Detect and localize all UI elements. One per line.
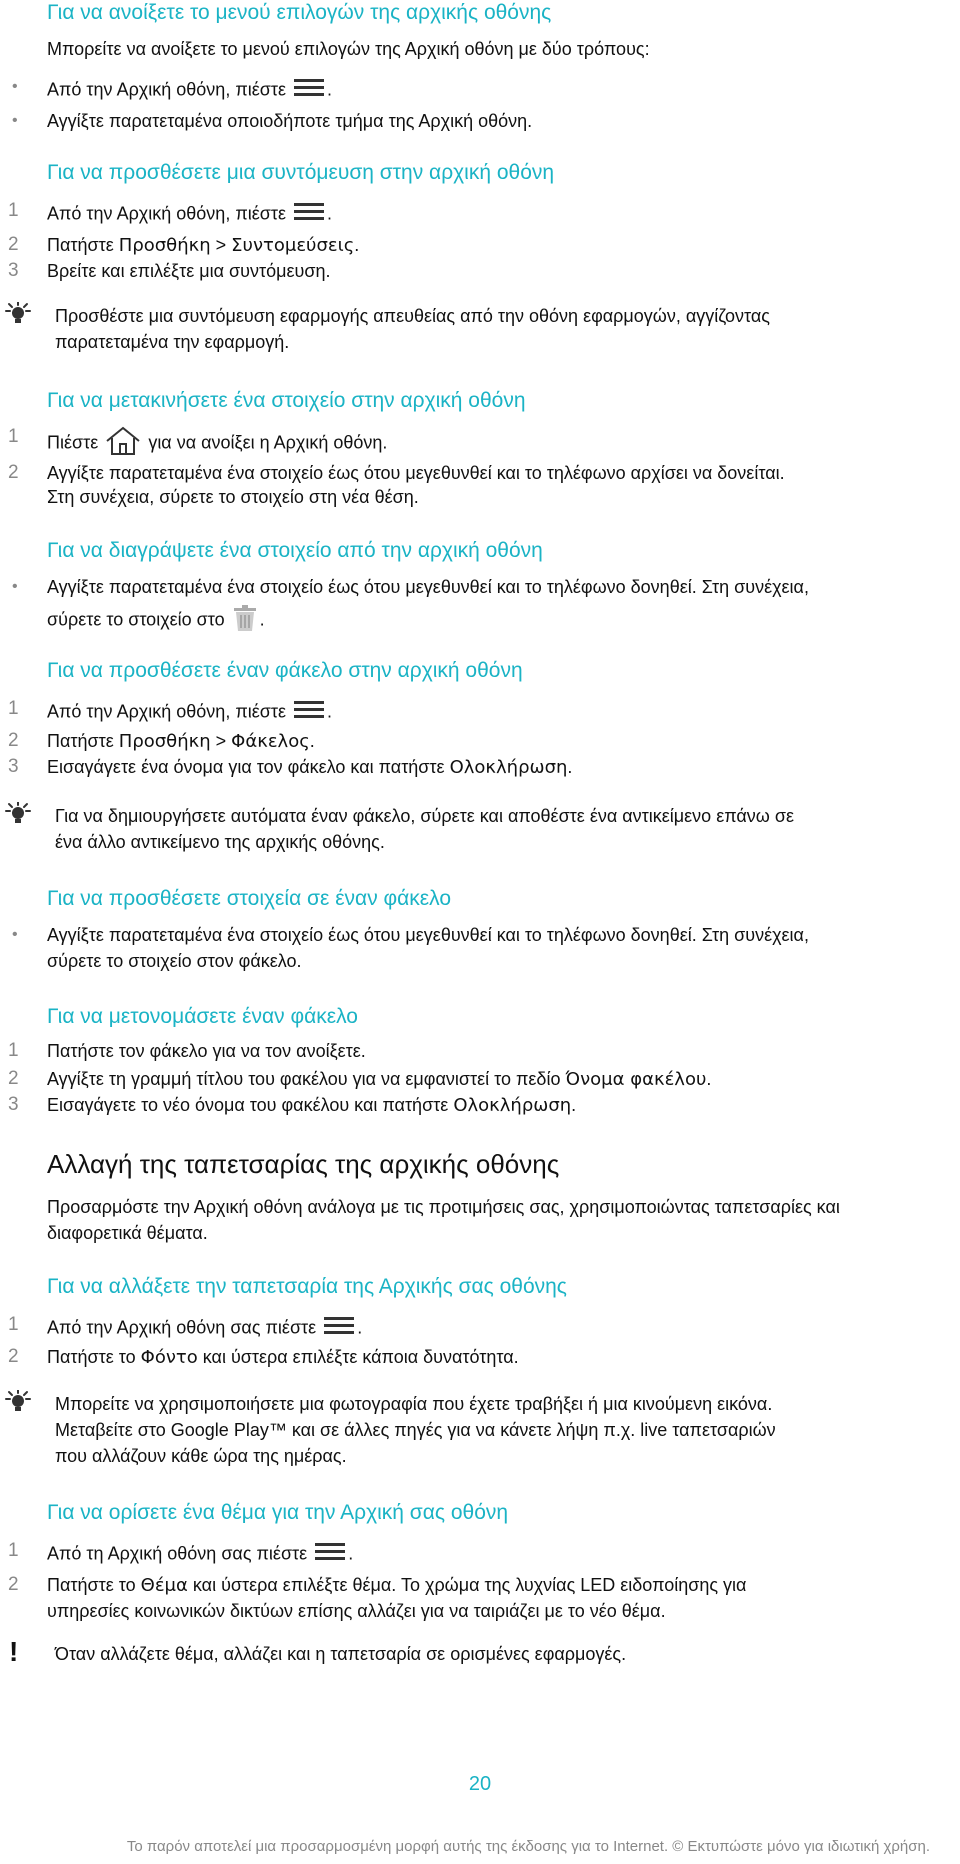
keyword: Φάκελος bbox=[231, 731, 310, 752]
page-number: 20 bbox=[468, 1773, 492, 1795]
paragraph: Προσαρμόστε την Αρχική οθόνη ανάλογα με τις προτιμήσεις σας, χρησιμοποιώντας ταπετσαρίες και bbox=[47, 1197, 840, 1217]
step: Πατήστε Προσθήκη > Φάκελος. bbox=[47, 731, 315, 752]
step: Εισαγάγετε ένα όνομα για τον φάκελο και πατήστε Ολοκλήρωση. bbox=[47, 757, 573, 778]
menu-icon bbox=[291, 76, 327, 105]
step: Από την Αρχική οθόνη, πιέστε . bbox=[47, 200, 332, 229]
paragraph: διαφορετικά θέματα. bbox=[47, 1223, 208, 1243]
section-heading: Για να μετονομάσετε έναν φάκελο bbox=[47, 1005, 358, 1028]
step-number: 3 bbox=[8, 260, 19, 281]
chapter-heading: Αλλαγή της ταπετσαρίας της αρχικής οθόνης bbox=[47, 1149, 560, 1179]
keyword: Φόντο bbox=[140, 1347, 198, 1368]
warning-text: Όταν αλλάζετε θέμα, αλλάζει και η ταπετσαρία σε ορισμένες εφαρμογές. bbox=[55, 1644, 627, 1664]
step-number: 1 bbox=[8, 426, 19, 447]
step: Πατήστε Προσθήκη > Συντομεύσεις. bbox=[47, 235, 360, 256]
bullet: • bbox=[12, 112, 18, 129]
keyword: Προσθήκη bbox=[118, 731, 211, 752]
step-number: 1 bbox=[8, 200, 19, 221]
list-item-continuation: σύρετε το στοιχείο στον φάκελο. bbox=[47, 951, 302, 971]
menu-icon bbox=[312, 1540, 348, 1569]
tip-text: που αλλάζουν κάθε ώρα της ημέρας. bbox=[55, 1446, 347, 1466]
step: Αγγίξτε παρατεταμένα ένα στοιχείο έως ότου μεγεθυνθεί και το τηλέφωνο αρχίσει να δονείται. bbox=[47, 463, 785, 483]
step: Πιέστε για να ανοίξει η Αρχική οθόνη. bbox=[47, 426, 387, 461]
list-item: Από την Αρχική οθόνη, πιέστε . bbox=[47, 76, 332, 105]
warning-icon: ! bbox=[9, 1636, 19, 1667]
keyword: Ολοκλήρωση bbox=[449, 757, 568, 778]
step: Από την Αρχική οθόνη, πιέστε . bbox=[47, 698, 332, 727]
step-number: 1 bbox=[8, 1540, 19, 1561]
section-heading: Για να μετακινήσετε ένα στοιχείο στην αρχική οθόνη bbox=[47, 389, 526, 412]
step: Πατήστε τον φάκελο για να τον ανοίξετε. bbox=[47, 1041, 366, 1061]
list-item: Αγγίξτε παρατεταμένα ένα στοιχείο έως ότου μεγεθυνθεί και το τηλέφωνο δονηθεί. Στη συνέχεια, bbox=[47, 925, 809, 945]
bullet: • bbox=[12, 78, 18, 95]
menu-icon bbox=[321, 1314, 357, 1343]
list-item: Αγγίξτε παρατεταμένα ένα στοιχείο έως ότου μεγεθυνθεί και το τηλέφωνο δονηθεί. Στη συνέχεια, bbox=[47, 577, 809, 597]
section-heading: Για να αλλάξετε την ταπετσαρία της Αρχικής σας οθόνης bbox=[47, 1275, 567, 1298]
step: Από τη Αρχική οθόνη σας πιέστε . bbox=[47, 1540, 353, 1569]
tip-text: ένα άλλο αντικείμενο της αρχικής οθόνης. bbox=[55, 832, 385, 852]
bullet: • bbox=[12, 578, 18, 595]
keyword: Θέμα bbox=[140, 1575, 188, 1596]
tip-text: Για να δημιουργήσετε αυτόματα έναν φάκελο, σύρετε και αποθέστε ένα αντικείμενο επάνω σε bbox=[55, 806, 794, 826]
bullet: • bbox=[12, 926, 18, 943]
home-icon bbox=[103, 426, 143, 461]
tip-bulb-icon bbox=[3, 302, 33, 326]
keyword: Συντομεύσεις bbox=[231, 235, 355, 256]
menu-icon bbox=[291, 200, 327, 229]
keyword: Όνομα φακέλου bbox=[565, 1069, 707, 1090]
tip-bulb-icon bbox=[3, 802, 33, 826]
step: Βρείτε και επιλέξτε μια συντόμευση. bbox=[47, 261, 331, 281]
tip-text: Μεταβείτε στο Google Play™ και σε άλλες πηγές για να κάνετε λήψη π.χ. live ταπετσαριών bbox=[55, 1420, 776, 1440]
section-heading: Για να διαγράψετε ένα στοιχείο από την αρχική οθόνη bbox=[47, 539, 543, 562]
step-number: 2 bbox=[8, 730, 19, 751]
keyword: Ολοκλήρωση bbox=[453, 1095, 572, 1116]
list-item: Αγγίξτε παρατεταμένα οποιοδήποτε τμήμα της Αρχική οθόνη. bbox=[47, 111, 533, 131]
step-number: 2 bbox=[8, 462, 19, 483]
list-item-continuation: σύρετε το στοιχείο στο . bbox=[47, 604, 265, 637]
step-number: 1 bbox=[8, 698, 19, 719]
step-number: 3 bbox=[8, 1094, 19, 1115]
step: Από την Αρχική οθόνη σας πιέστε . bbox=[47, 1314, 362, 1343]
section-heading: Για να προσθέσετε μια συντόμευση στην αρχική οθόνη bbox=[47, 161, 555, 184]
tip-text: παρατεταμένα την εφαρμογή. bbox=[55, 332, 290, 352]
tip-text: Προσθέστε μια συντόμευση εφαρμογής απευθείας από την οθόνη εφαρμογών, αγγίζοντας bbox=[55, 306, 770, 326]
step: Πατήστε το Φόντο και ύστερα επιλέξτε κάποια δυνατότητα. bbox=[47, 1347, 519, 1368]
trash-icon bbox=[230, 604, 260, 637]
section-heading: Για να προσθέσετε έναν φάκελο στην αρχική οθόνη bbox=[47, 659, 523, 682]
step: Πατήστε το Θέμα και ύστερα επιλέξτε θέμα. Το χρώμα της λυχνίας LED ειδοποίησης για bbox=[47, 1575, 747, 1596]
paragraph: Μπορείτε να ανοίξετε το μενού επιλογών της Αρχική οθόνη με δύο τρόπους: bbox=[47, 39, 650, 59]
keyword: Προσθήκη bbox=[118, 235, 211, 256]
step-number: 1 bbox=[8, 1314, 19, 1335]
page-footer: Το παρόν αποτελεί μια προσαρμοσμένη μορφή αυτής της έκδοσης για το Internet. © Εκτυπώστε μόνο για ιδιωτική χρήση. bbox=[126, 1838, 930, 1855]
step-continuation: υπηρεσίες κοινωνικών δικτύων επίσης αλλάζει για να ταιριάζει με το νέο θέμα. bbox=[47, 1601, 666, 1621]
menu-icon bbox=[291, 698, 327, 727]
step: Αγγίξτε τη γραμμή τίτλου του φακέλου για να εμφανιστεί το πεδίο Όνομα φακέλου. bbox=[47, 1069, 712, 1090]
step-number: 2 bbox=[8, 234, 19, 255]
section-heading: Για να προσθέσετε στοιχεία σε έναν φάκελο bbox=[47, 887, 452, 910]
step-number: 2 bbox=[8, 1346, 19, 1367]
step-number: 3 bbox=[8, 756, 19, 777]
step: Εισαγάγετε το νέο όνομα του φακέλου και πατήστε Ολοκλήρωση. bbox=[47, 1095, 577, 1116]
step-number: 2 bbox=[8, 1574, 19, 1595]
section-heading: Για να ορίσετε ένα θέμα για την Αρχική σας οθόνη bbox=[47, 1501, 509, 1524]
step-number: 1 bbox=[8, 1040, 19, 1061]
step-continuation: Στη συνέχεια, σύρετε το στοιχείο στη νέα θέση. bbox=[47, 487, 419, 507]
section-heading: Για να ανοίξετε το μενού επιλογών της αρχικής οθόνης bbox=[47, 1, 552, 24]
tip-text: Μπορείτε να χρησιμοποιήσετε μια φωτογραφία που έχετε τραβήξει ή μια κινούμενη εικόνα. bbox=[55, 1394, 773, 1414]
tip-bulb-icon bbox=[3, 1390, 33, 1414]
step-number: 2 bbox=[8, 1068, 19, 1089]
